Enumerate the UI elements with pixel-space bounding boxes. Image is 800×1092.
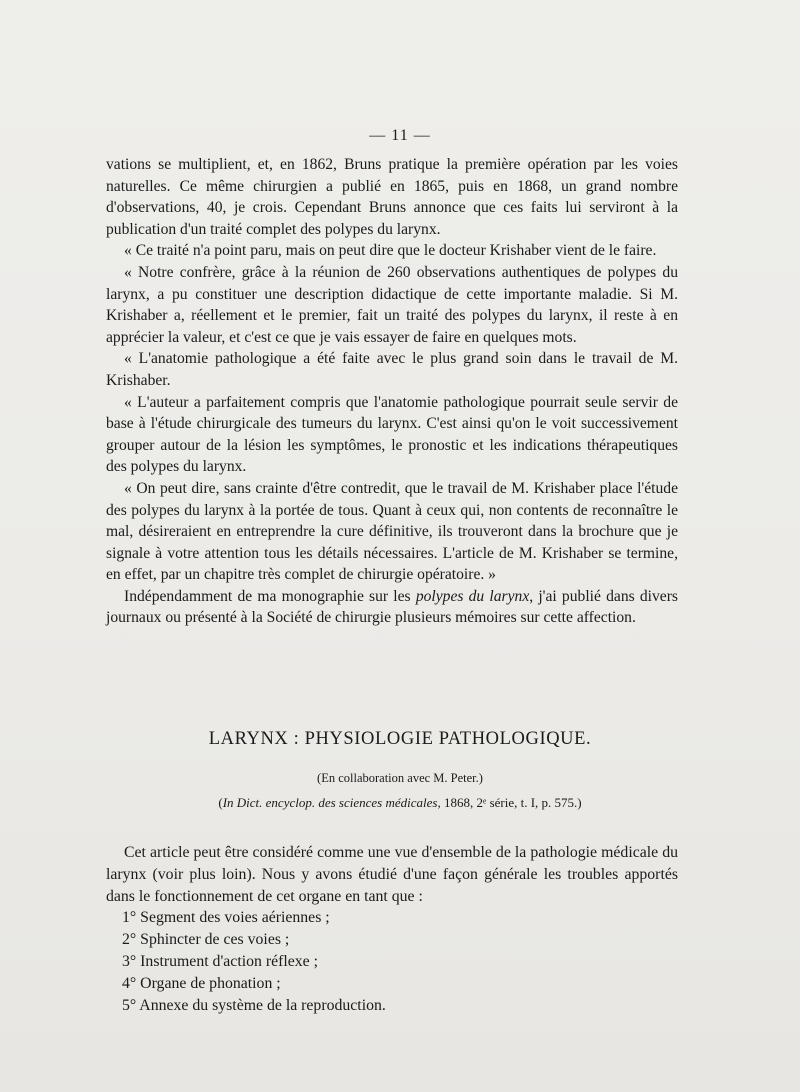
monograph-title-italic: polypes du larynx	[415, 587, 530, 605]
monograph-paragraph	[106, 586, 678, 629]
paragraph-4: « L'anatomie pathologique a été faite avec le plus grand soin dans le travail de M. Krishaber.	[106, 350, 678, 389]
list-item: 2° Sphincter de ces voies ;	[122, 931, 290, 949]
paragraph-2: « Ce traité n'a point paru, mais on peut dire que le docteur Krishaber vient de le faire.	[124, 242, 657, 260]
collaboration-note: (En collaboration avec M. Peter.)	[317, 771, 483, 785]
source-italic: In Dict. encyclop. des sciences médicales,	[222, 795, 441, 810]
source-open-paren: (	[218, 795, 223, 810]
list-item: 3° Instrument d'action réflexe ;	[122, 952, 319, 970]
paragraph-5: « L'auteur a parfaitement compris que l'anatomie pathologique pourrait seule servir de base à l'étude chirurgicale des tumeurs du larynx. C'est ainsi qu'on le voit successivement grouper autour de la lésion les symptômes, le pronostic et les indications thérapeutiques des polypes du larynx.	[106, 393, 678, 476]
list-item: 5° Annexe du système de la reproduction.	[122, 996, 386, 1014]
body-text-bottom	[106, 842, 678, 1016]
source-details: 1868, 2ᵉ série, t. I, p. 575.)	[440, 795, 582, 810]
list-item: 4° Organe de phonation ;	[122, 974, 281, 992]
body-text-top	[106, 154, 678, 629]
monograph-text-before: Indépendamment de ma monographie sur les	[124, 587, 416, 605]
section-title: LARYNX : PHYSIOLOGIE PATHOLOGIQUE.	[208, 729, 592, 749]
source-citation	[0, 795, 800, 811]
list-item: 1° Segment des voies aériennes ;	[122, 909, 330, 927]
paragraph-6: « On peut dire, sans crainte d'être contredit, que le travail de M. Krishaber place l'étude des polypes du larynx à la portée de tous. Quant à ceux qui, non contents de reconnaître le mal, désireraient en entreprendre la cure définitive, ils trouveront dans la brochure que je signale à votre attention tous les détails nécessaires. L'article de M. Krishaber se termine, en effet, par un chapitre très complet de chirurgie opératoire. »	[106, 479, 678, 584]
intro-paragraph: Cet article peut être considéré comme une vue d'ensemble de la pathologie médicale du larynx (voir plus loin). Nous y avons étudié d'une façon générale les troubles apportés dans le fonctionnement de cet organe en tant que :	[106, 844, 678, 905]
paragraph-3: « Notre confrère, grâce à la réunion de 260 observations authentiques de polypes du larynx, a pu constituer une description didactique de cette importante maladie. Si M. Krishaber a, réellement et le premier, fait un traité des polypes du larynx, il reste à en apprécier la valeur, et c'est ce que je vais essayer de faire en quelques mots.	[106, 263, 678, 346]
function-list	[106, 907, 678, 1016]
monograph-text-after: , j'ai publié dans divers journaux ou présenté à la Société de chirurgie plusieurs mémoires sur cette affection.	[106, 587, 678, 627]
page-number: — 11 —	[369, 127, 431, 144]
paragraph-1: vations se multiplient, et, en 1862, Bruns pratique la première opération par les voies naturelles. Ce même chirurgien a publié en 1865, puis en 1868, un grand nombre d'observations, 40, je crois. Cependant Bruns annonce que ces faits lui serviront à la publication d'un traité complet des polypes du larynx.	[106, 156, 678, 238]
